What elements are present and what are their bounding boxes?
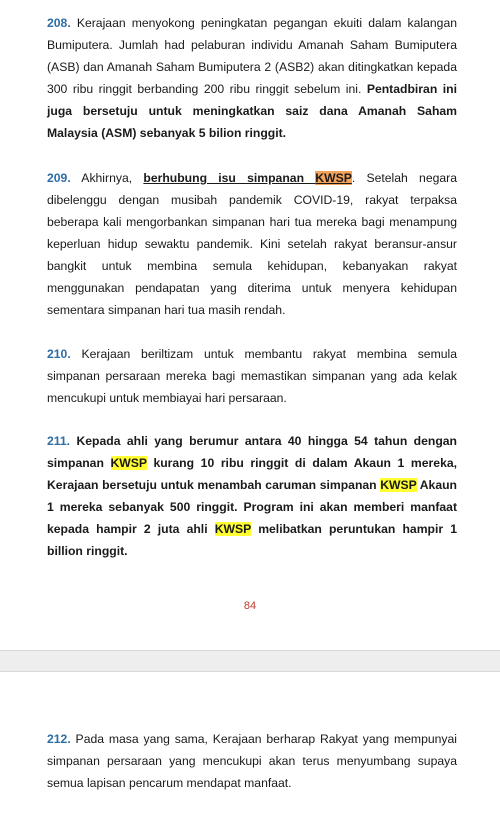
paragraph-number: 210. xyxy=(47,347,71,361)
paragraph-text: melibatkan peruntukan hampir 1 billion ringgit. xyxy=(47,522,458,558)
paragraph-text: Akaun 1 mereka sebanyak 500 ringgit. Program ini akan memberi manfaat kepada hampir 2 juta ahli xyxy=(47,478,457,536)
highlighted-kwsp: KWSP xyxy=(110,456,147,470)
paragraph-text: Kerajaan beriltizam untuk membantu rakyat membina semula simpanan persaraan mereka bagi memastikan simpanan yang ada kelak mencukupi untuk membiayai hari persaraan. xyxy=(47,347,457,405)
page-separator xyxy=(0,650,500,672)
paragraph-text: Akhirnya, xyxy=(70,171,144,185)
paragraph-209 xyxy=(47,167,457,321)
highlighted-kwsp: KWSP xyxy=(214,522,252,536)
paragraph-text: kurang 10 ribu ringgit di dalam Akaun 1 mereka, Kerajaan bersetuju untuk menambah caruman simpanan xyxy=(47,456,458,492)
paragraph-210 xyxy=(47,343,457,409)
paragraph-text: Pada masa yang sama, Kerajaan berharap Rakyat yang mempunyai simpanan persaraan yang mencukupi akan terus menyumbang supaya semua lapisan pencarum mendapat manfaat. xyxy=(47,732,457,790)
paragraph-text: Kepada ahli yang berumur antara 40 hingga 54 tahun dengan simpanan xyxy=(47,434,457,470)
underlined-topic: berhubung isu simpanan xyxy=(143,171,316,185)
highlighted-kwsp: KWSP xyxy=(315,171,352,185)
paragraph-text: Kerajaan menyokong peningkatan pegangan ekuiti dalam kalangan Bumiputera. Jumlah had pelaburan individu Amanah Saham Bumiputera (ASB) dan Amanah Saham Bumiputera 2 (ASB2) akan ditingkatkan kepada 300 ribu ringgit berbanding 200 ribu ringgit sebelum ini. xyxy=(47,16,457,96)
paragraph-number: 211. xyxy=(47,434,71,448)
highlighted-kwsp: KWSP xyxy=(380,478,417,492)
paragraph-bold-text: Pentadbiran ini juga bersetuju untuk meningkatkan saiz dana Amanah Saham Malaysia (ASM) sebanyak 5 bilion ringgit. xyxy=(47,82,457,140)
paragraph-211 xyxy=(47,430,457,562)
paragraph-number: 212. xyxy=(47,732,71,746)
paragraph-number: 208. xyxy=(47,16,71,30)
page-number: 84 xyxy=(243,600,257,612)
paragraph-208 xyxy=(47,12,457,144)
paragraph-212 xyxy=(47,728,457,794)
document-page-85 xyxy=(0,672,500,828)
paragraph-number: 209. xyxy=(47,171,71,185)
paragraph-text: . Setelah negara dibelenggu dengan musibah pandemik COVID-19, rakyat terpaksa beberapa kali mengorbankan simpanan hari tua mereka bagi menampung keperluan hidup sewaktu pandemik. Kini setelah rakyat beransur-ansur bangkit untuk membina semula kehidupan, kebanyakan rakyat menggunakan pendapatan yang diterima untuk menyera kehidupan sementara simpanan hari tua masih rendah. xyxy=(47,171,457,317)
